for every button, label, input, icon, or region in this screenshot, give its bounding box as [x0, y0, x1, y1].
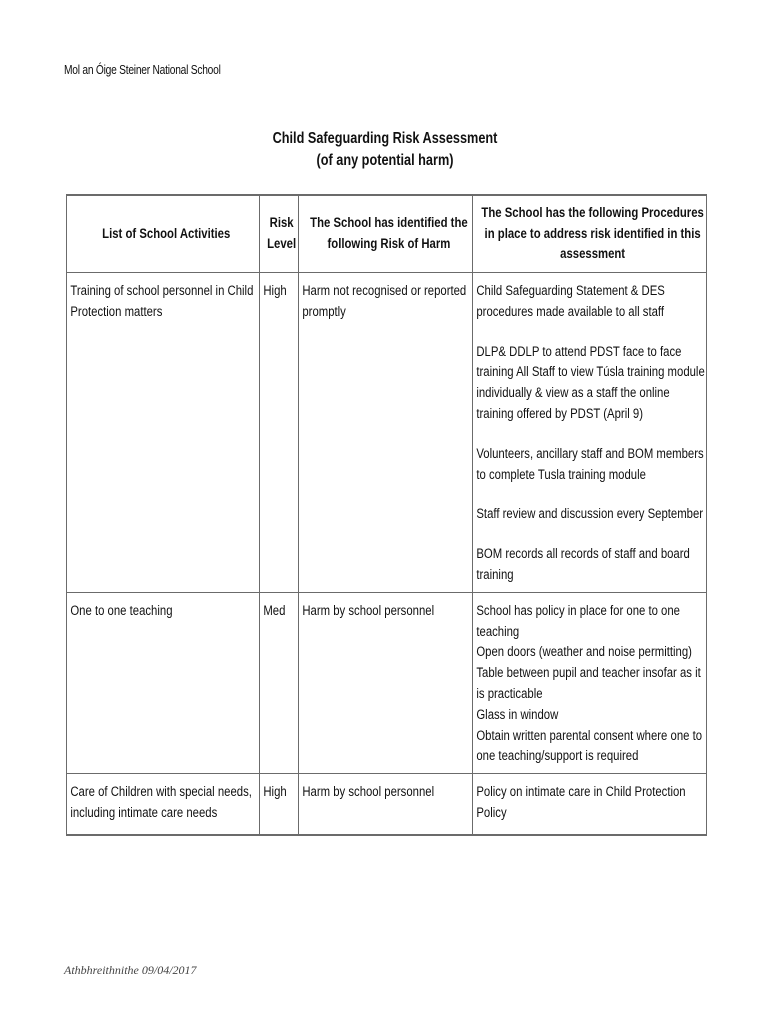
risk-level-cell: High	[260, 774, 299, 835]
table-row	[67, 774, 707, 835]
header-activities: List of School Activities	[67, 195, 260, 273]
risk-level-cell: Med	[260, 592, 299, 773]
header-risk-level: Risk Level	[260, 195, 299, 273]
procedure-item: Child Safeguarding Statement & DES procedures made available to all staff	[476, 283, 665, 319]
risk-of-harm-cell: Harm by school personnel	[299, 774, 473, 835]
procedure-item: Staff review and discussion every September	[476, 506, 704, 522]
risk-assessment-table	[66, 194, 707, 836]
document-title	[0, 128, 770, 172]
procedure-item: BOM records all records of staff and board training	[476, 546, 690, 582]
procedure-item: DLP& DDLP to attend PDST face to face training All Staff to view Túsla training module individually & view as a staff the online training offered by PDST (April 9)	[476, 343, 705, 421]
activity-cell: One to one teaching	[67, 592, 260, 773]
header-procedures: The School has the following Procedures in place to address risk identified in this assessment	[473, 195, 707, 273]
risk-of-harm-cell: Harm by school personnel	[299, 592, 473, 773]
revision-date: Athbhreithnithe 09/04/2017	[64, 963, 197, 977]
risk-of-harm-cell: Harm not recognised or reported promptly	[299, 273, 473, 593]
activity-cell: Training of school personnel in Child Protection matters	[67, 273, 260, 593]
procedures-cell	[473, 774, 707, 835]
risk-level-cell: High	[260, 273, 299, 593]
school-name: Mol an Óige Steiner National School	[64, 63, 221, 77]
procedures-cell	[473, 273, 707, 593]
title-line-2: (of any potential harm)	[316, 152, 454, 169]
procedure-item: Glass in window	[476, 706, 559, 722]
procedure-item: Policy on intimate care in Child Protection Policy	[476, 784, 686, 820]
procedure-item: Table between pupil and teacher insofar as it is practicable	[476, 665, 701, 701]
procedure-item: School has policy in place for one to one teaching	[476, 602, 680, 639]
table-header-row	[67, 195, 707, 273]
activity-cell: Care of Children with special needs, including intimate care needs	[67, 774, 260, 835]
table-row	[67, 592, 707, 773]
procedure-item: Open doors (weather and noise permitting)	[476, 644, 692, 660]
procedures-cell	[473, 592, 707, 773]
table-row	[67, 273, 707, 593]
title-line-1: Child Safeguarding Risk Assessment	[272, 130, 498, 147]
header-risk-of-harm: The School has identified the following Risk of Harm	[299, 195, 473, 273]
procedure-item: Obtain written parental consent where one to one teaching/support is required	[476, 727, 703, 764]
procedure-item: Volunteers, ancillary staff and BOM members to complete Tusla training module	[476, 445, 704, 482]
